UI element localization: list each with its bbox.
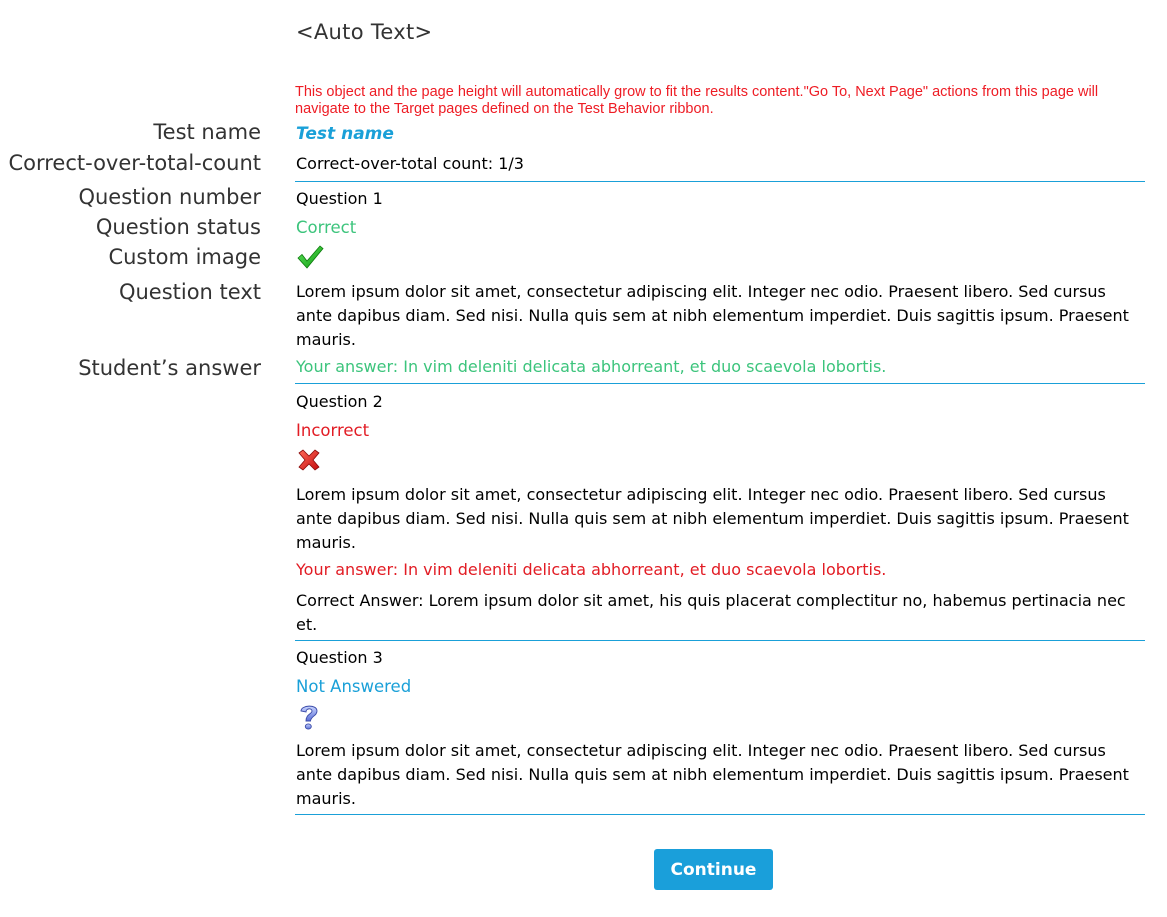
question-number: Question 1 — [296, 189, 383, 208]
question-number: Question 3 — [296, 648, 383, 667]
student-answer: Your answer: In vim deleniti delicata abhorreant, et duo scaevola lobortis. — [296, 560, 887, 579]
label-question-status: Question status — [95, 215, 261, 239]
cross-icon — [296, 448, 322, 472]
test-name: Test name — [296, 124, 394, 144]
correct-over-total-count: Correct-over-total count: 1/3 — [296, 154, 524, 173]
label-test-name: Test name — [153, 120, 261, 144]
label-question-number: Question number — [78, 185, 261, 209]
question-text: Lorem ipsum dolor sit amet, consectetur adipiscing elit. Integer nec odio. Praesent libero. Sed cursus ante dapibus diam. Sed nisi. Nulla quis sem at nibh elementum imperdiet. Duis sagittis ipsum. Praesent mauris. — [296, 282, 1129, 349]
label-correct-over-total: Correct-over-total-count — [8, 151, 261, 175]
question-status: Not Answered — [296, 677, 412, 696]
divider — [295, 181, 1145, 182]
label-students-answer: Student’s answer — [78, 356, 261, 380]
question-mark-icon — [296, 703, 322, 731]
checkmark-icon — [296, 243, 324, 271]
continue-button[interactable]: Continue — [654, 849, 773, 890]
question-number: Question 2 — [296, 392, 383, 411]
student-answer: Your answer: In vim deleniti delicata abhorreant, et duo scaevola lobortis. — [296, 357, 887, 376]
question-status: Correct — [296, 218, 357, 237]
question-status: Incorrect — [296, 421, 370, 440]
question-text: Lorem ipsum dolor sit amet, consectetur adipiscing elit. Integer nec odio. Praesent libero. Sed cursus ante dapibus diam. Sed nisi. Nulla quis sem at nibh elementum imperdiet. Duis sagittis ipsum. Praesent mauris. — [296, 741, 1129, 808]
divider — [295, 640, 1145, 641]
question-text: Lorem ipsum dolor sit amet, consectetur adipiscing elit. Integer nec odio. Praesent libero. Sed cursus ante dapibus diam. Sed nisi. Nulla quis sem at nibh elementum imperdiet. Duis sagittis ipsum. Praesent mauris. — [296, 485, 1129, 552]
divider — [295, 383, 1145, 384]
correct-answer: Correct Answer: Lorem ipsum dolor sit amet, his quis placerat complectitur no, habemus pertinacia nec et. — [296, 591, 1126, 634]
page-notice: This object and the page height will automatically grow to fit the results content."Go To, Next Page" actions from this page will navigate to the Target pages defined on the Test Behavior ribbon. — [295, 84, 1099, 117]
label-custom-image: Custom image — [108, 245, 261, 269]
auto-text-placeholder: <Auto Text> — [296, 20, 433, 44]
divider — [295, 814, 1145, 815]
label-question-text: Question text — [118, 280, 261, 304]
